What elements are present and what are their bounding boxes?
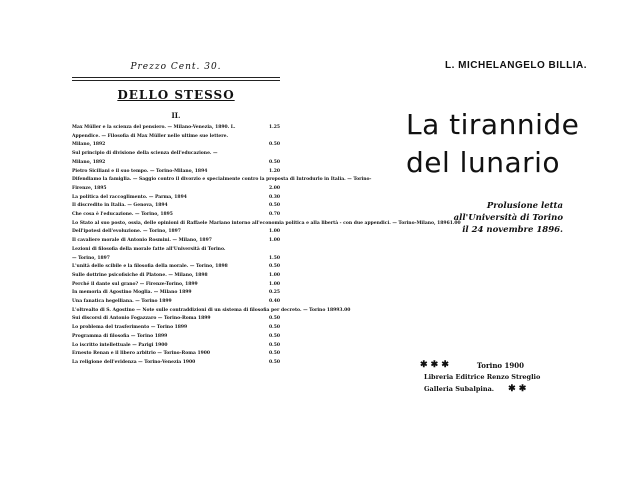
entry-title: Che cosa è l'educazione. — Torino, 1895: [72, 212, 173, 218]
entry-title: Pietro Siciliani e il suo tempo. — Torino-Milano, 1894: [72, 168, 208, 174]
entry-title: Il discredito in Italia. — Genova, 1894: [72, 203, 168, 209]
list-item: [72, 176, 372, 185]
list-item: [72, 159, 280, 168]
entry-price: 0.50: [269, 316, 280, 322]
entry-price: 0.50: [269, 325, 280, 331]
asterism-icon-2: ✱ ✱: [508, 384, 527, 394]
entry-title: Perché il dante sul grano? — Firenze-Torino, 1899: [72, 281, 198, 287]
list-item: [72, 185, 280, 194]
entry-price: 1.00: [269, 229, 280, 235]
entry-title: Lo Stato al suo posto, ossia, delle opinioni di Raffaele Mariano intorno all'economia politica e alla libertà - con due appendici. — Torino-Milano, 1896: [72, 220, 450, 226]
list-item: [72, 324, 280, 333]
list-item: [72, 359, 280, 368]
entry-price: 0.40: [269, 299, 280, 305]
entry-title: Appendice. — Filosofia di Max Müller nelle ultime sue lettere.: [72, 133, 229, 139]
list-item: [72, 342, 280, 351]
title-line-1: La tirannide: [406, 108, 580, 141]
entry-price: 0.50: [269, 142, 280, 148]
entry-title: L'unità dello scibile e la filosofia della morale. — Torino, 1898: [72, 264, 228, 270]
price-line: Prezzo Cent. 30.: [130, 62, 222, 72]
entry-price: 0.50: [269, 159, 280, 165]
list-item: [72, 228, 280, 237]
entry-price: 1.00: [269, 272, 280, 278]
entry-price: 0.50: [269, 264, 280, 270]
entry-price: 1.20: [269, 168, 280, 174]
list-item: [72, 350, 280, 359]
entry-title: Firenze, 1895: [72, 185, 107, 191]
list-item: [72, 315, 280, 324]
entry-price: 2.00: [269, 185, 280, 191]
publisher-line: Libreria Editrice Renzo Streglio: [424, 373, 541, 381]
list-item: [72, 307, 351, 316]
imprint: [420, 360, 580, 394]
entry-title: Lo problema del trasferimento — Torino 1899: [72, 325, 188, 331]
entry-price: 1.00: [269, 281, 280, 287]
entry-title: Max Müller e la scienza del pensiero. — Milano-Venezia, 1890. L.: [72, 125, 236, 130]
author-name: L. MICHELANGELO BILLIA.: [445, 60, 588, 71]
entry-title: La politica del raccoglimento. — Parma, 1894: [72, 194, 187, 200]
section-number: II.: [171, 111, 181, 120]
list-item: [72, 263, 280, 272]
list-item: [72, 141, 280, 150]
prolusion-line-1: Prolusione letta: [486, 201, 563, 211]
list-item: [72, 333, 280, 342]
list-item: [72, 281, 280, 290]
list-item: [72, 255, 280, 264]
entry-title: — Torino, 1897: [72, 255, 110, 261]
entry-title: Milano, 1892: [72, 159, 106, 165]
entry-price: 0.50: [269, 203, 280, 209]
entry-title: Una fanatica hegelliana. — Torino 1899: [72, 299, 172, 305]
asterism-icon: ✱ ✱ ✱: [420, 360, 449, 370]
entry-price: 1.00: [449, 220, 461, 226]
list-item: [72, 220, 461, 229]
place-year: Torino 1900: [476, 360, 524, 370]
entry-title: Sulle dottrine psicofisiche di Platone. — Milano, 1898: [72, 272, 208, 278]
entry-title: Lezioni di filosofia della morale fatte all'Università di Torino.: [72, 246, 226, 252]
entry-price: 0.70: [269, 212, 280, 218]
entry-price: 0.50: [269, 333, 280, 339]
entry-title: Lo iscritto intellettuale — Parigi 1900: [72, 342, 168, 348]
entry-price: 0.25: [269, 290, 280, 296]
entry-title: L'oltrealto di S. Agostino — Note sulle contraddizioni di un sistema di filosofia per decreto. — Torino 1899: [72, 307, 340, 313]
section-heading: DELLO STESSO: [117, 88, 235, 102]
entry-price: 0.30: [269, 194, 280, 200]
list-item: [72, 289, 280, 298]
entry-title: Sul principio di divisione della scienza dell'educazione. —: [72, 151, 218, 157]
title-line-2: del lunario: [406, 146, 561, 179]
entry-price: 1.50: [269, 255, 280, 261]
right-page: [398, 60, 598, 236]
entry-title: Difendiamo la famiglia. — Saggio contro il divorzio e specialmente contro la proposta di Introdurlo in Italia. — Torino-: [72, 177, 372, 183]
entry-price: 1.00: [269, 238, 280, 244]
top-rule: [72, 77, 280, 78]
entry-title: Programma di filosofia — Torino 1899: [72, 333, 168, 339]
prolusion-line-2: all'Università di Torino: [453, 213, 563, 223]
works-list: [72, 124, 461, 368]
list-item: [72, 246, 280, 255]
entry-title: Il cavaliere morale di Antonio Rosmini. — Milano, 1897: [72, 238, 212, 244]
entry-title: Sui discorsi di Antonio Fogazzaro — Torino-Roma 1899: [72, 316, 211, 322]
list-item: [72, 237, 280, 246]
list-item: [72, 150, 280, 159]
prolusion-note: [398, 200, 598, 236]
entry-price: 1.25: [269, 125, 280, 130]
list-item: [72, 168, 280, 177]
list-item: [72, 211, 280, 220]
book-title: [398, 106, 598, 182]
list-item: [72, 133, 280, 142]
entry-title: Milano, 1892: [72, 142, 106, 148]
prolusion-line-3: il 24 novembre 1896.: [462, 225, 563, 235]
entry-title: In memoria di Agostino Moglia. — Milano 1899: [72, 290, 192, 296]
entry-title: Dell'ipotesi dell'evoluzione. — Torino, 1897: [72, 229, 181, 235]
list-item: [72, 194, 280, 203]
entry-price: 0.50: [269, 351, 280, 357]
entry-title: La religione dell'evidenza — Torino-Venezia 1900: [72, 359, 196, 365]
entry-price: 0.50: [269, 342, 280, 348]
entry-price: 3.00: [339, 307, 351, 313]
list-item: [72, 124, 280, 133]
left-page: [72, 62, 461, 368]
list-item: [72, 272, 280, 281]
entry-title: Ernesto Renan e il libero arbitrio — Torino-Roma 1900: [72, 351, 211, 357]
list-item: [72, 298, 280, 307]
entry-price: 0.50: [269, 359, 280, 365]
list-item: [72, 202, 280, 211]
gallery-line: Galleria Subalpina.: [424, 385, 495, 393]
top-rule-2: [72, 80, 280, 81]
